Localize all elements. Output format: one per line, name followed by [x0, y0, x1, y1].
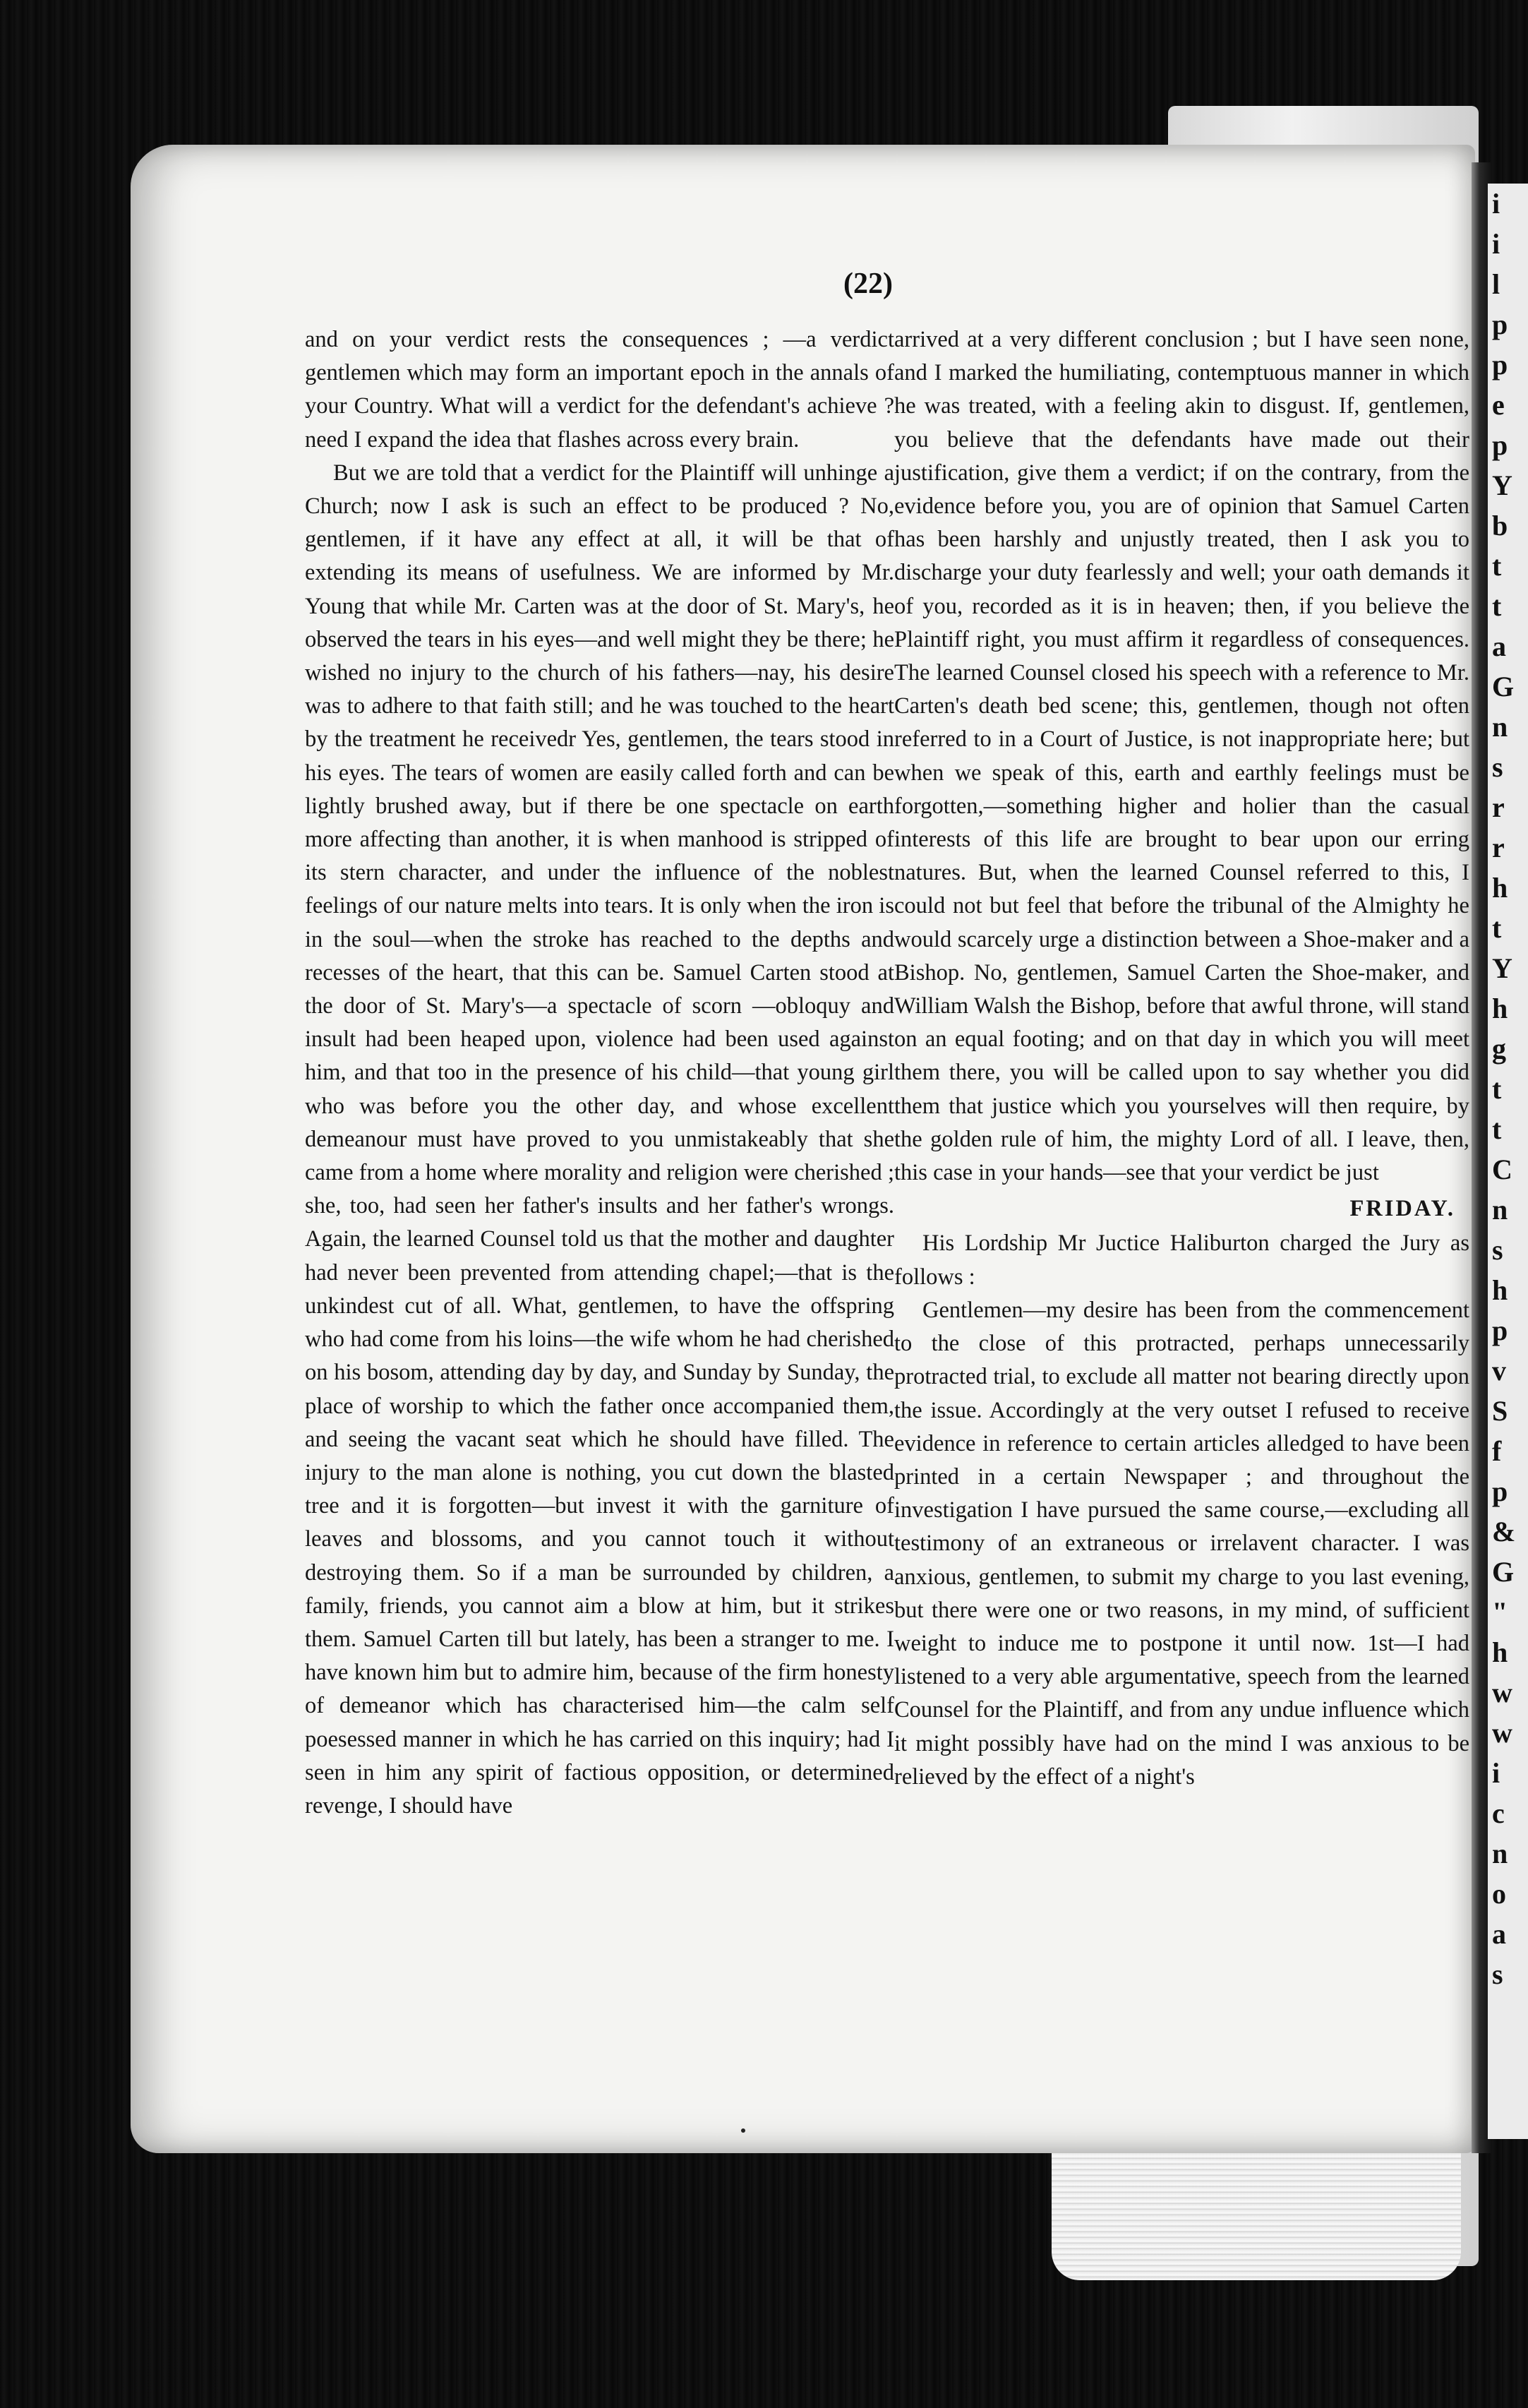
facing-page-letter: w — [1492, 1677, 1512, 1708]
left-column-paragraph: and on your verdict rests the consequences ; —a verdict gentlemen which may form an important epoch in the annals of your Country. What will a verdict for the defendant's achieve ? need I expand the idea that flashes across every brain. — [305, 327, 894, 453]
facing-page-letter: t — [1492, 1113, 1502, 1145]
facing-page-letter: t — [1492, 912, 1502, 944]
right-column-paragraph: Gentlemen—my desire has been from the commencement to the close of this protracted, perhaps unnecessarily protracted trial, to exclude all matter not bearing directly upon the issue. Accordingly at the very outset I refused to receive evidence in reference to certain articles alledged to have been printed in a certain Newspaper ; and throughout the investigation I have pursued the same course,—excluding all testimony of an extraneous or irrelavent character. I was anxious, gentlemen, to submit my charge to you last evening, but there were one or two reasons, in my mind, of sufficient weight to induce me to postpone it until now. 1st—I had listened to a very able argumentative, speech from the learned Counsel for the Plaintiff, and from any undue influence which it might possibly have had on the mind I was anxious to be relieved by the effect of a night's — [894, 1297, 1469, 1790]
left-column — [305, 323, 894, 1823]
facing-page-letter: h — [1492, 1636, 1508, 1668]
facing-page-letter: C — [1492, 1154, 1512, 1185]
facing-page-letter: b — [1492, 510, 1508, 541]
facing-page-letter: o — [1492, 1878, 1506, 1910]
facing-page-letter: s — [1492, 751, 1503, 783]
facing-page-letter: s — [1492, 1958, 1503, 1990]
facing-page-letter: c — [1492, 1797, 1505, 1829]
facing-page-letter: n — [1492, 1838, 1508, 1869]
facing-page-letter: i — [1492, 1757, 1500, 1789]
facing-page-letter: a — [1492, 630, 1506, 662]
page-number: (22) — [843, 268, 893, 300]
facing-page-letter: p — [1492, 1314, 1508, 1346]
left-column-paragraph: But we are told that a verdict for the Plaintiff will unhinge a Church; now I ask is such an effect to be produced ? No, gentlemen, if it have any effect at all, it will be that of extending its means of usefulness. We are informed by Mr. Young that while Mr. Carten was at the door of St. Mary's, he observed the tears in his eyes—and well might they be there; he wished no injury to the church of his fathers—nay, his desire was to adhere to that faith still; and he was touched to the heart by the treatment he receivedr Yes, gentlemen, the tears stood in his eyes. The tears of women are easily called forth and can be lightly brushed away, but if there be one spectacle on earth more affecting than another, it is when manhood is stripped of its stern character, and under the influence of the noblest feelings of our nature melts into tears. It is only when the iron is in the soul—when the stroke has reached to the depths and recesses of the heart, that this can be. Samuel Carten stood at the door of St. Mary's—a spectacle of scorn —obloquy and insult had been heaped upon, violence had been used against him, and that too in the presence of his child—that young girl who was before you the other day, and whose excellent demeanour must have proved to you unmistakeably that she came from a home where morality and religion were cherished ; she, too, had seen her father's insults and her father's wrongs. Again, the learned Counsel told us that the mother and daughter had never been prevented from attending chapel;—that is the unkindest cut of all. What, gentlemen, to have the offspring who had come from his loins—the wife whom he had cherished on his bosom, attending day by day, and Sunday by Sunday, the place of worship to which the father once accompanied them, and seeing the vacant seat which he should have filled. The injury to the man alone is nothing, you cut down the blasted tree and it is forgotten—but invest it with the garniture of leaves and blossoms, and you cannot touch it without destroying them. So if a man be surrounded by children, a family, friends, you cannot aim a blow at him, but it strikes them. Samuel Carten till but lately, has been a stranger to me. I have known him but to admire him, because of the firm honesty of demeanor which has characterised him—the calm self poesessed manner in which he has carried on this inquiry; had I seen in him any spirit of factious opposition, or determined revenge, I should have — [305, 460, 894, 1819]
facing-page-letter: a — [1492, 1918, 1506, 1950]
facing-page-letter: r — [1492, 832, 1505, 863]
facing-page-letter: S — [1492, 1395, 1508, 1427]
facing-page-letter: s — [1492, 1234, 1503, 1266]
facing-page-letter: h — [1492, 872, 1508, 904]
facing-page-edge — [1488, 184, 1528, 2139]
facing-page-letter: h — [1492, 1274, 1508, 1306]
facing-page-letter: g — [1492, 1033, 1506, 1065]
facing-page-letter: f — [1492, 1435, 1502, 1467]
section-heading: FRIDAY. — [1349, 1196, 1455, 1222]
right-column-paragraph: arrived at a very different conclusion ; but I have seen none, and I marked the humiliating, contemptuous manner in which he was treated, with a feeling akin to disgust. If, gentlemen, you believe that the defendants have made out their justification, give them a verdict; if on the contrary, from the evidence before you, you are of opinion that Samuel Carten has been harshly and unjustly treated, then I ask you to discharge your duty fearlessly and well; your oath demands it of you, recorded as it is in heaven; then, if you believe the Plaintiff right, you must affirm it regardless of consequences. The learned Counsel closed his speech with a reference to Mr. Carten's death bed scene; this, gentlemen, though not often referred to in a Court of Justice, is not inappropriate here; but when we speak of this, earth and earthly feelings must be forgotten,—something higher and holier than the casual interests of this life are brought to bear upon our erring natures. But, when the learned Counsel referred to this, I could not but feel that before the tribunal of the Almighty he would scarcely urge a distinction between a Shoe-maker and a Bishop. No, gentlemen, Samuel Carten the Shoe-maker, and William Walsh the Bishop, before that awful throne, will stand on an equal footing; and on that day in which you will meet them there, you will be called upon to say whether you did them that justice which you yourselves will then require, by the golden rule of him, the mighty Lord of all. I leave, then, this case in your hands—see that your verdict be just — [894, 327, 1469, 1186]
facing-page-letter: Y — [1492, 952, 1512, 984]
facing-page-letter: G — [1492, 671, 1515, 702]
facing-page-letter: G — [1492, 1556, 1515, 1588]
facing-page-letter: t — [1492, 590, 1502, 622]
facing-page-letter: p — [1492, 429, 1508, 461]
facing-page-letter: e — [1492, 389, 1505, 421]
facing-page-letter: v — [1492, 1355, 1506, 1386]
facing-page-letter: Y — [1492, 469, 1512, 501]
facing-page-letter: w — [1492, 1717, 1512, 1749]
facing-page-letter: l — [1492, 268, 1500, 300]
facing-page-letter: t — [1492, 550, 1502, 582]
right-column — [894, 323, 1469, 1794]
facing-page-letter: & — [1492, 1516, 1516, 1547]
facing-page-letter: r — [1492, 791, 1505, 823]
facing-page-letter: p — [1492, 1475, 1508, 1507]
facing-page-letter: t — [1492, 1073, 1502, 1105]
facing-page-letter: p — [1492, 309, 1508, 340]
facing-page-letter: " — [1492, 1596, 1508, 1628]
facing-page-letter: n — [1492, 711, 1508, 743]
facing-page-letter: h — [1492, 993, 1508, 1024]
right-column-paragraph: His Lordship Mr Juctice Haliburton charged the Jury as follows : — [894, 1230, 1469, 1290]
facing-page-letter: p — [1492, 349, 1508, 381]
ink-speck — [741, 2128, 745, 2133]
facing-page-letter: i — [1492, 228, 1500, 260]
facing-page-letter: i — [1492, 188, 1500, 220]
facing-page-letter: n — [1492, 1194, 1508, 1226]
